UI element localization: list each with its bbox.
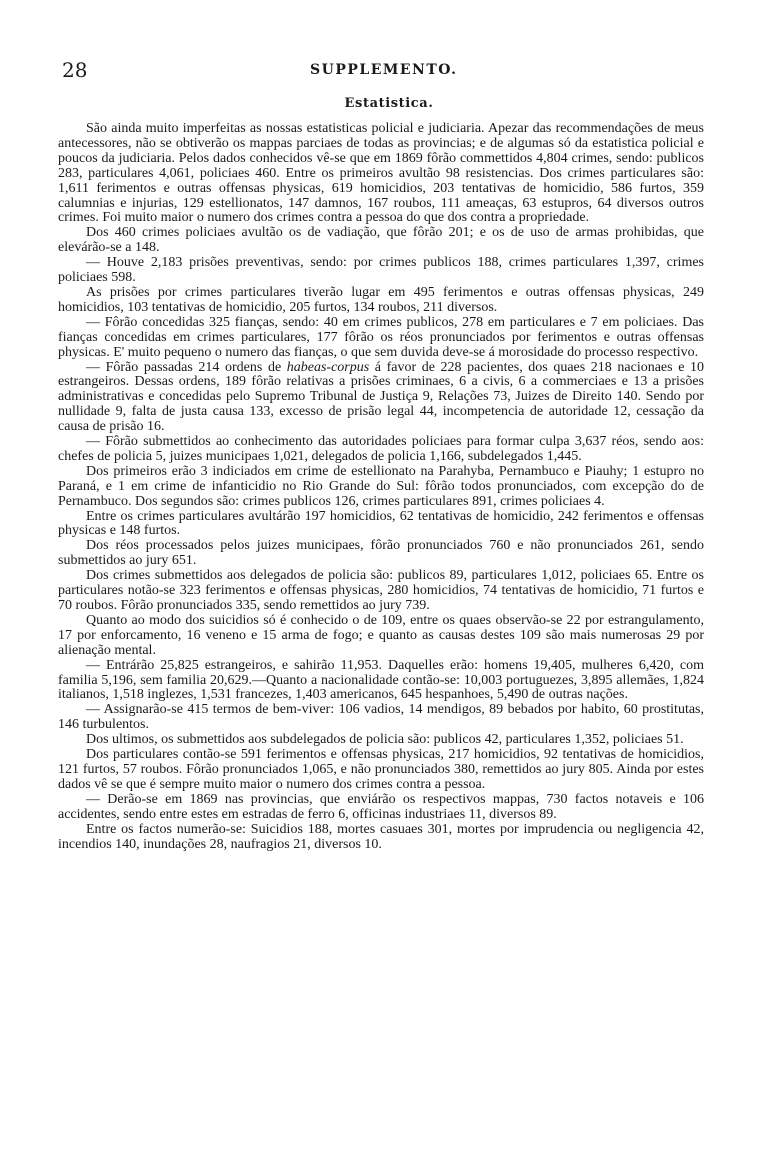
paragraph: Dos 460 crimes policiaes avultão os de vadiação, que fôrão 201; e os de uso de armas prohibidas, que elevárão-se a 148. bbox=[58, 225, 704, 256]
paragraph: Dos ultimos, os submettidos aos subdelegados de policia são: publicos 42, particulares 1,352, policiaes 51. bbox=[86, 732, 684, 748]
section-title: Estatistica. bbox=[344, 96, 434, 111]
body-text bbox=[58, 122, 704, 852]
paragraph: — Fôrão submettidos ao conhecimento das autoridades policiaes para formar culpa 3,637 réos, sendo aos: chefes de policia 5, juizes municipaes 1,021, delegados de policia 1,166, subdelegados 1,445. bbox=[58, 434, 704, 464]
paragraph: — Entrárão 25,825 estrangeiros, e sahirão 11,953. Daquelles erão: homens 19,405, mulheres 6,420, com familia 5,196, sem familia 20,629.—Quanto a nacionalidade contão-se: 10,003 portuguezes, 3,895 allemães, 1,824 italianos, 1,518 inglezes, 1,531 francezes, 1,403 americanos, 645 hespanhoes, 5,490 de outras nações. bbox=[58, 657, 704, 703]
paragraph: Entre os crimes particulares avultárão 197 homicidios, 62 tentativas de homicidio, 242 ferimentos e offensas physicas e 148 furtos. bbox=[58, 508, 704, 539]
paragraph: Dos réos processados pelos juizes municipaes, fôrão pronunciados 760 e não pronunciados 261, sendo submettidos ao jury 651. bbox=[58, 538, 704, 569]
paragraph: — Houve 2,183 prisões preventivas, sendo: por crimes publicos 188, crimes particulares 1,397, crimes policiaes 598. bbox=[58, 255, 704, 286]
paragraph: São ainda muito imperfeitas as nossas estatisticas policial e judiciaria. Apezar das recommendações de meus antecessores, não se obtiverão os mappas parciaes de todas as provincias; e de algumas só da estatistica policial e poucos da judiciaria. Pelos dados conhecidos vê-se que em 1869 fôrão commettidos 4,804 crimes, sendo: publicos 283, particulares 4,061, policiaes 460. Entre os primeiros avultão 98 resistencias. Dos crimes particulares são: 1,611 ferimentos e outras offensas physicas, 619 homicidios, 203 tentativas de homicidio, 586 furtos, 359 calumnias e injurias, 129 estellionatos, 147 damnos, 167 roubos, 111 ameaças, 63 estupros, 64 diversos outros crimes. Foi muito maior o numero dos crimes contra a pessoa do que dos contra a propriedade. bbox=[58, 121, 704, 226]
paragraph: Quanto ao modo dos suicidios só é conhecido o de 109, entre os quaes observão-se 22 por estrangulamento, 17 por enforcamento, 16 veneno e 15 arma de fogo; e quanto as causas destes 109 são mais numerosas 29 por alienação mental. bbox=[58, 612, 704, 658]
paragraph: — Derão-se em 1869 nas provincias, que enviárão os respectivos mappas, 730 factos notaveis e 106 accidentes, sendo entre estes em estradas de ferro 6, officinas industriaes 11, diversos 89. bbox=[58, 791, 704, 822]
paragraph: Dos crimes submettidos aos delegados de policia são: publicos 89, particulares 1,012, policiaes 65. Entre os particulares notão-se 323 ferimentos e offensas physicas, 280 homicidios, 74 tentativas de homicidio, 71 furtos e 70 roubos. Fôrão pronunciados 335, sendo remettidos ao jury 739. bbox=[58, 568, 704, 613]
paragraph: Dos primeiros erão 3 indiciados em crime de estellionato na Parahyba, Pernambuco e Piauhy; 1 estupro no Paraná, e 1 em crime de infanticidio no Rio Grande do Sul: fôrão todos pronunciados, com excepção do de Pernambuco. Dos segundos são: crimes publicos 126, crimes particulares 891, crimes policiaes 4. bbox=[58, 463, 704, 509]
paragraph: — Fôrão concedidas 325 fianças, sendo: 40 em crimes publicos, 278 em particulares e 7 em policiaes. Das fianças concedidas em crimes particulares, 177 fôrão os réos pronunciados por ferimentos e outras offensas physicas. E' muito pequeno o numero das fianças, o que sem duvida deve-se á morosidade do processo respectivo. bbox=[58, 314, 704, 360]
paragraph: Entre os factos numerão-se: Suicidios 188, mortes casuaes 301, mortes por imprudencia ou negligencia 42, incendios 140, inundações 28, naufragios 21, diversos 10. bbox=[58, 821, 704, 852]
page-header bbox=[50, 44, 710, 82]
paragraph: Dos particulares contão-se 591 ferimentos e offensas physicas, 217 homicidios, 92 tentativas de homicidios, 121 furtos, 57 roubos. Fôrão pronunciados 1,065, e não pronunciados 380, remettidos ao jury 805. Ainda por estes dados vê se que é sempre muito maior o numero dos crimes contra a pessoa. bbox=[58, 747, 704, 792]
emphasized-term: habeas-corpus bbox=[286, 359, 370, 375]
paragraph-text: á favor de 228 pacientes, dos quaes 218 nacionaes e 10 estrangeiros. Dessas ordens, 189 fôrão relativas a prisões criminaes, 6 a civis, 6 a commerciaes e 13 a prisões administrativas e concedidas pelo Supremo Tribunal de Justiça 9, Relações 73, Juizes de Direito 140. Sendo por nullidade 9, falta de justa causa 133, excesso de prisão legal 44, incompetencia de autoridade 12, cessação da causa de prisão 16. bbox=[58, 359, 704, 435]
paragraph: As prisões por crimes particulares tiverão lugar em 495 ferimentos e outras offensas physicas, 249 homicidios, 103 tentativas de homicidio, 205 furtos, 134 roubos, 211 diversos. bbox=[58, 284, 704, 315]
running-title: SUPPLEMENTO. bbox=[310, 62, 458, 78]
paragraph-text: — Fôrão passadas 214 ordens de bbox=[86, 359, 287, 375]
paragraph bbox=[58, 361, 704, 436]
page-number: 28 bbox=[62, 58, 88, 82]
paragraph: — Assignarão-se 415 termos de bem-viver: 106 vadios, 14 mendigos, 89 bebados por habito, 60 prostitutas, 146 turbulentos. bbox=[58, 702, 704, 733]
